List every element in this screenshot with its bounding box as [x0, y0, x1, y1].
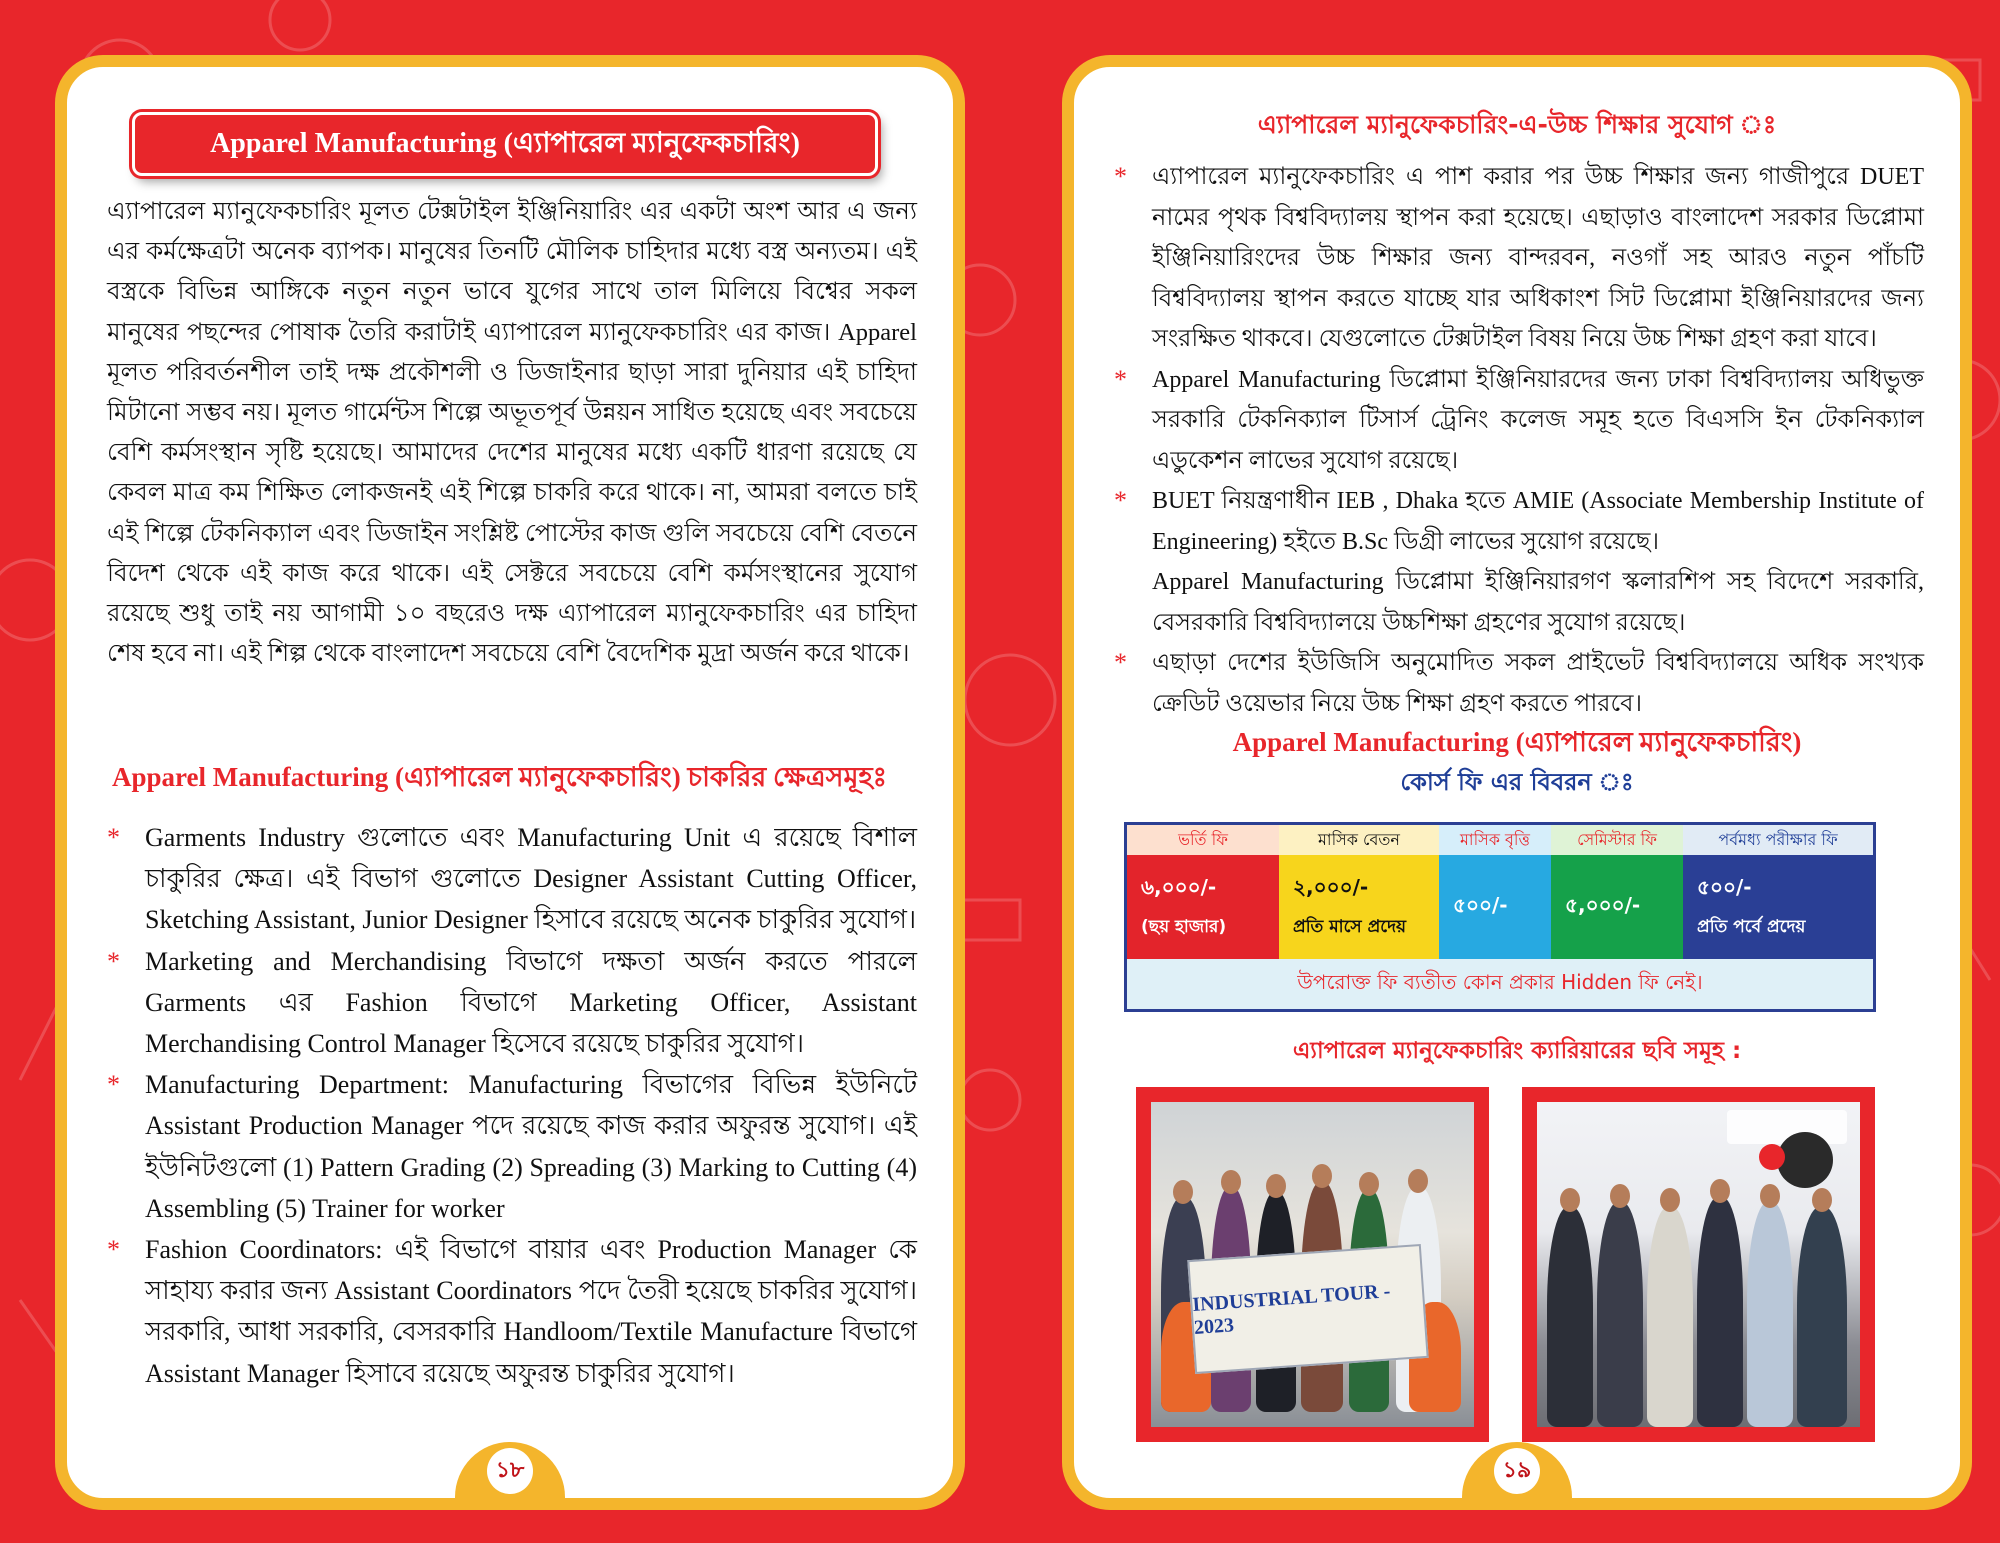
photos-heading: এ্যাপারেল ম্যানুফেকচারিং ক্যারিয়ারের ছবি সমূহ :	[1292, 1038, 1742, 1064]
list-item-text: Garments Industry গুলোতে এবং Manufacturing Unit এ রয়েছে বিশাল চাকুরির ক্ষেত্র। এই বিভাগ গুলোতে Designer Assistant Cutting Officer, Sketching Assistant, Junior Designer হিসাবে রয়েছে অনেক চাকুরির সুযোগ।	[145, 823, 917, 935]
fee-header-cell: সেমিস্টার ফি	[1551, 825, 1683, 855]
asterisk-bullet-icon: *	[1114, 486, 1127, 515]
fee-value-cell	[1683, 855, 1873, 959]
career-photo-1	[1136, 1087, 1489, 1442]
page-number: ১৮	[487, 1448, 533, 1494]
asterisk-bullet-icon: *	[1114, 162, 1127, 191]
list-item	[107, 1229, 917, 1394]
fee-table-value-row	[1127, 855, 1873, 959]
right-page	[1062, 55, 1972, 1510]
fee-header-cell: মাসিক বেতন	[1279, 825, 1439, 855]
fee-value-cell	[1551, 855, 1683, 959]
page-title-banner: Apparel Manufacturing (এ্যাপারেল ম্যানুফেকচারিং)	[132, 112, 878, 176]
page-number-tab	[1462, 1442, 1572, 1500]
fee-hidden-note: উপরোক্ত ফি ব্যতীত কোন প্রকার Hidden ফি নেই।	[1297, 969, 1703, 994]
list-item-text: এ্যাপারেল ম্যানুফেকচারিং এ পাশ করার পর উচ্চ শিক্ষার জন্য গাজীপুরে DUET নামের পৃথক বিশ্ববিদ্যালয় স্থাপন করা হয়েছে। এছাড়াও বাংলাদেশ সরকার ডিপ্লোমা ইঞ্জিনিয়ারিংদের উচ্চ শিক্ষার জন্য বান্দরবন, নওগাঁ সহ আরও নতুন পাঁচটি বিশ্ববিদ্যালয় স্থাপন করতে যাচ্ছে যার অধিকাংশ সিট ডিপ্লোমা ইঞ্জিনিয়ারদের জন্য সংরক্ষিত থাকবে। যেগুলোতে টেক্সটাইল বিষয় নিয়ে উচ্চ শিক্ষা গ্রহণ করা যাবে।	[1152, 164, 1924, 352]
career-photo-2	[1522, 1087, 1875, 1442]
fee-amount: ২,০০০/-	[1293, 874, 1369, 899]
list-item-text: Manufacturing Department: Manufacturing বিভাগের বিভিন্ন ইউনিটে Assistant Production Manager পদে রয়েছে কাজ করার অফুরন্ত সুযোগ। এই ইউনিটগুলো (1) Pattern Grading (2) Spreading (3) Marking to Cutting (4) Assembling (5) Trainer for worker	[145, 1070, 917, 1223]
list-item-text: Marketing and Merchandising বিভাগে দক্ষতা অর্জন করতে পারলে Garments এর Fashion বিভাগে Marketing Officer, Assistant Merchandising Control Manager হিসেবে রয়েছে চাকুরির সুযোগ।	[145, 946, 917, 1059]
photo-banner: INDUSTRIAL TOUR - 2023	[1187, 1244, 1428, 1374]
list-item-text: এছাড়া দেশের ইউজিসি অনুমোদিত সকল প্রাইভেট বিশ্ববিদ্যালয়ে অধিক সংখ্যক ক্রেডিট ওয়েভার নিয়ে উচ্চ শিক্ষা গ্রহণ করতে পারবে।	[1152, 650, 1924, 717]
asterisk-bullet-icon: *	[107, 1070, 120, 1100]
list-item-text: Apparel Manufacturing ডিপ্লোমা ইঞ্জিনিয়ারদের জন্য ঢাকা বিশ্ববিদ্যালয় অধিভুক্ত সরকারি টেকনিক্যাল টিসার্স ট্রেনিং কলেজ সমূহ হতে বিএসসি ইন টেকনিক্যাল এডুকেশন লাভের সুযোগ রয়েছে।	[1152, 366, 1924, 474]
higher-study-heading: এ্যাপারেল ম্যানুফেকচারিং-এ-উচ্চ শিক্ষার সুযোগ ঃ	[1257, 110, 1777, 139]
fee-value-cell	[1279, 855, 1439, 959]
asterisk-bullet-icon: *	[107, 946, 120, 976]
fee-amount: ৫০০/-	[1697, 874, 1752, 899]
list-item	[107, 817, 917, 941]
list-item-continuation	[1114, 562, 1924, 643]
page-number-tab	[455, 1442, 565, 1500]
fee-header-cell: ভর্তি ফি	[1127, 825, 1279, 855]
list-item	[1114, 360, 1924, 482]
expo-group-photo	[1537, 1102, 1860, 1427]
list-item-text: Apparel Manufacturing ডিপ্লোমা ইঞ্জিনিয়ারগণ স্কলারশিপ সহ বিদেশে সরকারি, বেসরকারি বিশ্ববিদ্যালয়ে উচ্চশিক্ষা গ্রহণের সুযোগ রয়েছে।	[1152, 569, 1924, 636]
fee-table-header-row	[1127, 825, 1873, 855]
fee-amount: ৫০০/-	[1453, 892, 1508, 917]
list-item	[107, 1064, 917, 1229]
list-item	[1114, 481, 1924, 562]
intro-paragraph: এ্যাপারেল ম্যানুফেকচারিং মূলত টেক্সটাইল ইঞ্জিনিয়ারিং এর একটা অংশ আর এ জন্য এর কর্মক্ষেত্রটা অনেক ব্যাপক। মানুষের তিনটি মৌলিক চাহিদার মধ্যে বস্ত্র অন্যতম। এই বস্ত্রকে বিভিন্ন আঙ্গিকে নতুন নতুন ভাবে যুগের সাথে তাল মিলিয়ে বিশ্বের সকল মানুষের পছন্দের পোষাক তৈরি করাটাই এ্যাপারেল ম্যানুফেকচারিং এর কাজ। Apparel মূলত পরিবর্তনশীল তাই দক্ষ প্রকৌশলী ও ডিজাইনার ছাড়া সারা দুনিয়ার এই চাহিদা মিটানো সম্ভব নয়। মূলত গার্মেন্টস শিল্পে অভূতপূর্ব উন্নয়ন সাধিত হয়েছে এবং সবচেয়ে বেশি কর্মসংস্থান সৃষ্টি হয়েছে। আমাদের দেশের মানুষের মধ্যে একটি ধারণা রয়েছে যে কেবল মাত্র কম শিক্ষিত লোকজনই এই শিল্পে চাকরি করে থাকে। না, আমরা বলতে চাই এই শিল্পে টেকনিক্যাল এবং ডিজাইন সংশ্লিষ্ট পোস্টের কাজ গুলি সবচেয়ে বেশি বেতনে বিদেশ থেকে এই কাজ করে থাকে। এই সেক্টরে সবচেয়ে বেশি কর্মসংস্থানের সুযোগ রয়েছে শুধু তাই নয় আগামী ১০ বছরেও দক্ষ এ্যাপারেল ম্যানুফেকচারিং এর চাহিদা শেষ হবে না। এই শিল্প থেকে বাংলাদেশ সবচেয়ে বেশি বৈদেশিক মুদ্রা অর্জন করে থাকে।	[107, 198, 917, 668]
higher-study-list	[1114, 157, 1924, 724]
fee-table	[1124, 822, 1876, 1012]
jobs-heading: Apparel Manufacturing (এ্যাপারেল ম্যানুফেকচারিং) চাকরির ক্ষেত্রসমূহঃ	[112, 762, 888, 792]
list-item-text: Fashion Coordinators: এই বিভাগে বায়ার এবং Production Manager কে সাহায্য করার জন্য Assistant Coordinators পদে তৈরী হয়েছে চাকরির সুযোগ। সরকারি, আধা সরকারি, বেসরকারি Handloom/Textile Manufacture বিভাগে Assistant Manager হিসাবে রয়েছে অফুরন্ত চাকুরির সুযোগ।	[145, 1235, 917, 1388]
asterisk-bullet-icon: *	[1114, 364, 1127, 394]
fee-value-cell	[1439, 855, 1551, 959]
list-item	[107, 941, 917, 1065]
left-page	[55, 55, 965, 1510]
fee-value-cell	[1127, 855, 1279, 959]
page-number: ১৯	[1494, 1448, 1540, 1494]
jobs-list	[107, 817, 917, 1394]
fee-header-cell: মাসিক বৃত্তি	[1439, 825, 1551, 855]
fee-amount: ৫,০০০/-	[1565, 892, 1641, 917]
industrial-tour-photo	[1151, 1102, 1474, 1427]
fee-amount: ৬,০০০/-	[1141, 874, 1217, 899]
list-item	[1114, 157, 1924, 360]
fee-title: Apparel Manufacturing (এ্যাপারেল ম্যানুফেকচারিং)	[1232, 727, 1802, 757]
fee-subtitle: কোর্স ফি এর বিবরন ঃ	[1400, 768, 1634, 796]
fee-header-cell: পর্বমধ্য পরীক্ষার ফি	[1683, 825, 1873, 855]
fee-note: প্রতি পর্বে প্রদেয়	[1697, 916, 1806, 937]
list-item-text: BUET নিয়ন্ত্রণাধীন IEB , Dhaka হতে AMIE (Associate Membership Institute of Engineering) হইতে B.Sc ডিগ্রী লাভের সুয়োগ রয়েছে।	[1152, 488, 1924, 555]
asterisk-bullet-icon: *	[107, 823, 120, 852]
list-item	[1114, 643, 1924, 724]
fee-note: (ছয় হাজার)	[1141, 916, 1227, 937]
asterisk-bullet-icon: *	[107, 1235, 120, 1265]
fee-note: প্রতি মাসে প্রদেয়	[1293, 916, 1407, 937]
asterisk-bullet-icon: *	[1114, 648, 1127, 677]
